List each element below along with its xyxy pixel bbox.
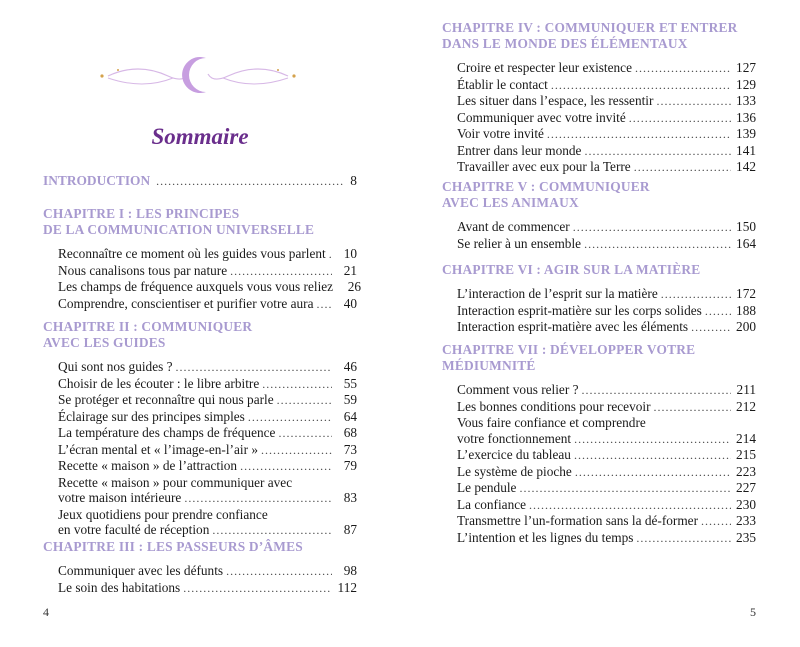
entry-label: L’intention et les lignes du temps	[457, 529, 634, 545]
entry-label: Comment vous relier ?	[457, 382, 579, 397]
page-number: 172	[736, 286, 756, 301]
list-item	[457, 480, 756, 497]
page-number: 59	[343, 392, 357, 407]
page-number: 139	[736, 126, 756, 141]
list-item	[43, 173, 357, 189]
chapter-heading: CHAPITRE IV : COMMUNIQUER ET ENTRER DANS LE MONDE DES ÉLÉMENTAUX	[442, 20, 738, 51]
list-item	[58, 458, 357, 475]
entry-label: Recette « maison » de l’attraction	[58, 458, 238, 473]
list-item	[58, 279, 362, 296]
page-number: 233	[736, 513, 756, 528]
list-item	[457, 110, 756, 127]
chapter-heading: CHAPITRE VI : AGIR SUR LA MATIÈRE	[442, 262, 701, 277]
list-item	[58, 507, 357, 523]
list-item	[58, 522, 357, 539]
chapter-heading: CHAPITRE V : COMMUNIQUER AVEC LES ANIMAUX	[442, 179, 650, 210]
list-item	[457, 159, 756, 176]
entry-label: Les bonnes conditions pour recevoir	[457, 398, 651, 414]
page-number: 150	[736, 219, 756, 234]
entry-label: Vous faire confiance et comprendre	[457, 415, 646, 430]
list-item	[457, 219, 756, 236]
page-number: 46	[343, 359, 357, 374]
toc-chapter-7	[442, 342, 756, 546]
page-number: 129	[736, 76, 756, 92]
entry-label: Se relier à un ensemble	[457, 235, 582, 251]
entry-label: Reconnaître ce moment où les guides vous parlent	[58, 246, 326, 261]
entry-label: L’écran mental et « l’image-en-l’air »	[58, 441, 258, 457]
page-number: 87	[343, 522, 357, 537]
entry-label: L’exercice du tableau	[457, 447, 571, 462]
page-folio-left: 4	[43, 605, 49, 619]
page-number: 79	[343, 458, 357, 473]
page-title: Sommaire	[151, 124, 249, 149]
entry-label: en votre faculté de réception	[58, 522, 210, 537]
entry-label: Le système de pioche	[457, 463, 572, 479]
page-number: 133	[736, 93, 756, 108]
entry-list	[442, 382, 756, 546]
entry-label: Voir votre invité	[457, 126, 544, 141]
entry-label: votre fonctionnement	[457, 430, 572, 446]
chapter-heading: CHAPITRE I : LES PRINCIPES DE LA COMMUNICATION UNIVERSELLE	[43, 206, 315, 237]
list-item	[58, 263, 357, 280]
list-item	[58, 392, 357, 409]
list-item	[457, 319, 756, 336]
list-item	[457, 447, 756, 464]
list-item	[457, 60, 756, 77]
page-number: 40	[343, 295, 357, 311]
list-item	[58, 376, 357, 393]
page-number: 215	[736, 447, 756, 462]
entry-label: Interaction esprit-matière avec les éléments	[457, 319, 689, 334]
toc-chapter-2	[43, 319, 357, 539]
list-item	[457, 497, 756, 514]
toc-introduction	[43, 173, 357, 189]
entry-list	[43, 246, 362, 312]
list-item	[457, 303, 756, 320]
entry-label: Avant de commencer	[457, 219, 570, 234]
page-number: 212	[736, 398, 756, 414]
page-number: 200	[736, 319, 756, 334]
list-item	[58, 409, 357, 426]
entry-list	[442, 219, 756, 252]
entry-label: Transmettre l’un-formation sans la dé-former	[457, 513, 698, 528]
page-number: 223	[736, 463, 756, 479]
list-item	[58, 563, 357, 580]
list-item	[457, 286, 756, 303]
list-item	[58, 490, 357, 507]
toc-chapter-5	[442, 179, 756, 252]
page-number: 112	[337, 579, 357, 595]
page-number: 26	[347, 279, 362, 294]
entry-label: L’interaction de l’esprit sur la matière	[457, 286, 658, 301]
page-number: 235	[736, 529, 756, 545]
entry-label: La température des champs de fréquence	[58, 425, 276, 440]
list-item	[457, 399, 756, 416]
page-number: 64	[343, 408, 357, 424]
page-number: 230	[736, 496, 756, 512]
page-number: 214	[736, 430, 756, 446]
list-item	[457, 93, 756, 110]
entry-label: Les champs de fréquence auxquels vous vous reliez	[58, 279, 334, 294]
entry-label: Le pendule	[457, 480, 517, 495]
page-number: 8	[350, 173, 357, 188]
crescent-moon-ornament-icon	[88, 52, 308, 98]
chapter-heading: CHAPITRE VII : DÉVELOPPER VOTRE MÉDIUMNITÉ	[442, 342, 696, 373]
list-item	[58, 580, 357, 597]
list-item	[58, 359, 357, 376]
entry-list	[43, 359, 357, 539]
entry-label: Communiquer avec les défunts	[58, 563, 224, 578]
list-item	[457, 143, 756, 160]
page-number: 83	[343, 490, 357, 505]
entry-label: Comprendre, conscientiser et purifier votre aura	[58, 295, 314, 311]
list-item	[457, 415, 756, 431]
entry-list	[442, 286, 756, 336]
page-number: 98	[343, 563, 357, 578]
chapter-heading: CHAPITRE III : LES PASSEURS D’ÂMES	[43, 539, 303, 554]
toc-chapter-4	[442, 20, 756, 176]
page-number: 141	[736, 142, 756, 158]
page-number: 10	[343, 246, 357, 261]
entry-label: Travailler avec eux pour la Terre	[457, 159, 631, 174]
page-number: 227	[736, 480, 756, 495]
page-number: 164	[736, 235, 756, 251]
page-number: 55	[343, 375, 357, 391]
entry-label: Communiquer avec votre invité	[457, 109, 626, 125]
toc-chapter-1	[43, 206, 362, 312]
list-item	[58, 425, 357, 442]
list-item	[457, 431, 756, 448]
list-item	[58, 475, 357, 491]
page-number: 21	[343, 262, 357, 278]
entry-label: Établir le contact	[457, 76, 548, 92]
list-item	[58, 246, 357, 263]
page-number: 136	[736, 109, 756, 125]
chapter-heading: CHAPITRE II : COMMUNIQUER AVEC LES GUIDES	[43, 319, 253, 350]
page-number: 73	[343, 441, 357, 457]
list-item	[457, 126, 756, 143]
entry-label: Les situer dans l’espace, les ressentir	[457, 93, 654, 108]
entry-label: votre maison intérieure	[58, 490, 182, 505]
toc-chapter-3	[43, 539, 357, 596]
list-item	[457, 464, 756, 481]
page-number: 211	[736, 382, 756, 397]
page-number: 142	[736, 159, 756, 174]
entry-label: Choisir de les écouter : le libre arbitre	[58, 375, 260, 391]
entry-list	[43, 563, 357, 596]
entry-label: Jeux quotidiens pour prendre confiance	[58, 506, 268, 522]
entry-label: Nous canalisons tous par nature	[58, 262, 228, 278]
entry-label: Recette « maison » pour communiquer avec	[58, 474, 293, 490]
entry-label: La confiance	[457, 496, 527, 512]
page-number: 127	[736, 60, 756, 75]
entry-label: Le soin des habitations	[58, 579, 181, 595]
introduction-label: INTRODUCTION	[43, 173, 151, 188]
page-folio-right: 5	[750, 605, 756, 619]
entry-label: Se protéger et reconnaître qui nous parle	[58, 392, 274, 407]
entry-label: Éclairage sur des principes simples	[58, 408, 245, 424]
list-item	[457, 513, 756, 530]
list-item	[457, 530, 756, 547]
page-number: 68	[343, 425, 357, 440]
list-item	[457, 77, 756, 94]
list-item	[457, 236, 756, 253]
right-page	[400, 0, 800, 647]
entry-label: Croire et respecter leur existence	[457, 60, 632, 75]
toc-chapter-6	[442, 262, 756, 336]
list-item	[58, 442, 357, 459]
entry-label: Qui sont nos guides ?	[58, 359, 173, 374]
page-number: 188	[736, 302, 756, 318]
list-item	[457, 382, 756, 399]
entry-list	[442, 60, 756, 176]
list-item	[58, 296, 357, 313]
entry-label: Interaction esprit-matière sur les corps solides	[457, 302, 702, 318]
entry-label: Entrer dans leur monde	[457, 142, 582, 158]
